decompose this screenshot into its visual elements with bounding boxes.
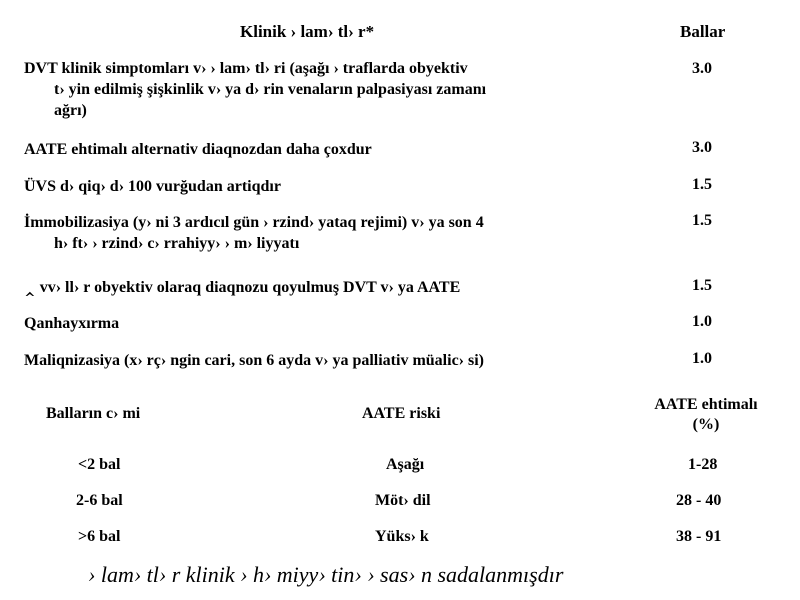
risk-level-header: AATE riski: [362, 405, 441, 422]
criteria-header: Klinik › lam› tl› r*: [240, 22, 375, 41]
risk-level: Möt› dil: [375, 492, 431, 509]
risk-level: Aşağı: [386, 456, 425, 473]
criterion-line: DVT klinik simptomları v› › lam› tl› ri (aşağı › traflarda obyektiv: [24, 60, 468, 77]
score-range: <2 bal: [78, 456, 121, 473]
criterion-heart-rate: ÜVS d› qiq› d› 100 vurğudan artiqdır: [24, 178, 281, 195]
criterion-points: 1.0: [692, 313, 712, 330]
footnote: › lam› tl› r klinik › h› miyy› tin› › sas› n sadalanmışdır: [88, 562, 564, 587]
criterion-dvt-symptoms: [24, 58, 620, 121]
score-range: 2-6 bal: [76, 492, 123, 509]
points-header: Ballar: [680, 22, 726, 41]
criterion-line: ağrı): [54, 102, 87, 119]
probability-range: 38 - 91: [676, 528, 722, 545]
criterion-points: 3.0: [692, 139, 712, 156]
criterion-points: 1.0: [692, 350, 712, 367]
probability-range: 28 - 40: [676, 492, 722, 509]
criterion-previous-dvt-pe: ‸ vv› ll› r obyektiv olaraq diaqnozu qoyulmuş DVT v› ya AATE: [24, 279, 461, 296]
criterion-points: 1.5: [692, 212, 712, 229]
criterion-line: t› yin edilmiş şişkinlik v› ya d› rin venaların palpasiyası zamanı: [54, 81, 487, 98]
criterion-points: 3.0: [692, 60, 712, 77]
score-range: >6 bal: [78, 528, 121, 545]
risk-level: Yüks› k: [375, 528, 429, 545]
criterion-points: 1.5: [692, 176, 712, 193]
criterion-points: 1.5: [692, 277, 712, 294]
probability-header-line1: AATE ehtimalı: [654, 396, 758, 413]
score-sum-header: Balların c› mi: [46, 405, 141, 422]
criterion-immobilization: [24, 212, 620, 254]
criterion-hemoptysis: Qanhayxırma: [24, 315, 120, 332]
criterion-alternative-diagnosis: AATE ehtimalı alternativ diaqnozdan daha çoxdur: [24, 141, 372, 158]
probability-header-line2: (%): [692, 416, 720, 433]
criterion-malignancy: Maliqnizasiya (x› rç› ngin cari, son 6 ayda v› ya palliativ müalic› si): [24, 352, 484, 369]
criterion-line: İmmobilizasiya (y› ni 3 ardıcıl gün › rzind› yataq rejimi) v› ya son 4: [24, 214, 484, 231]
probability-header: [636, 395, 776, 435]
probability-range: 1-28: [688, 456, 718, 473]
criterion-line: h› ft› › rzind› c› rrahiyy› › m› liyyatı: [54, 235, 300, 252]
